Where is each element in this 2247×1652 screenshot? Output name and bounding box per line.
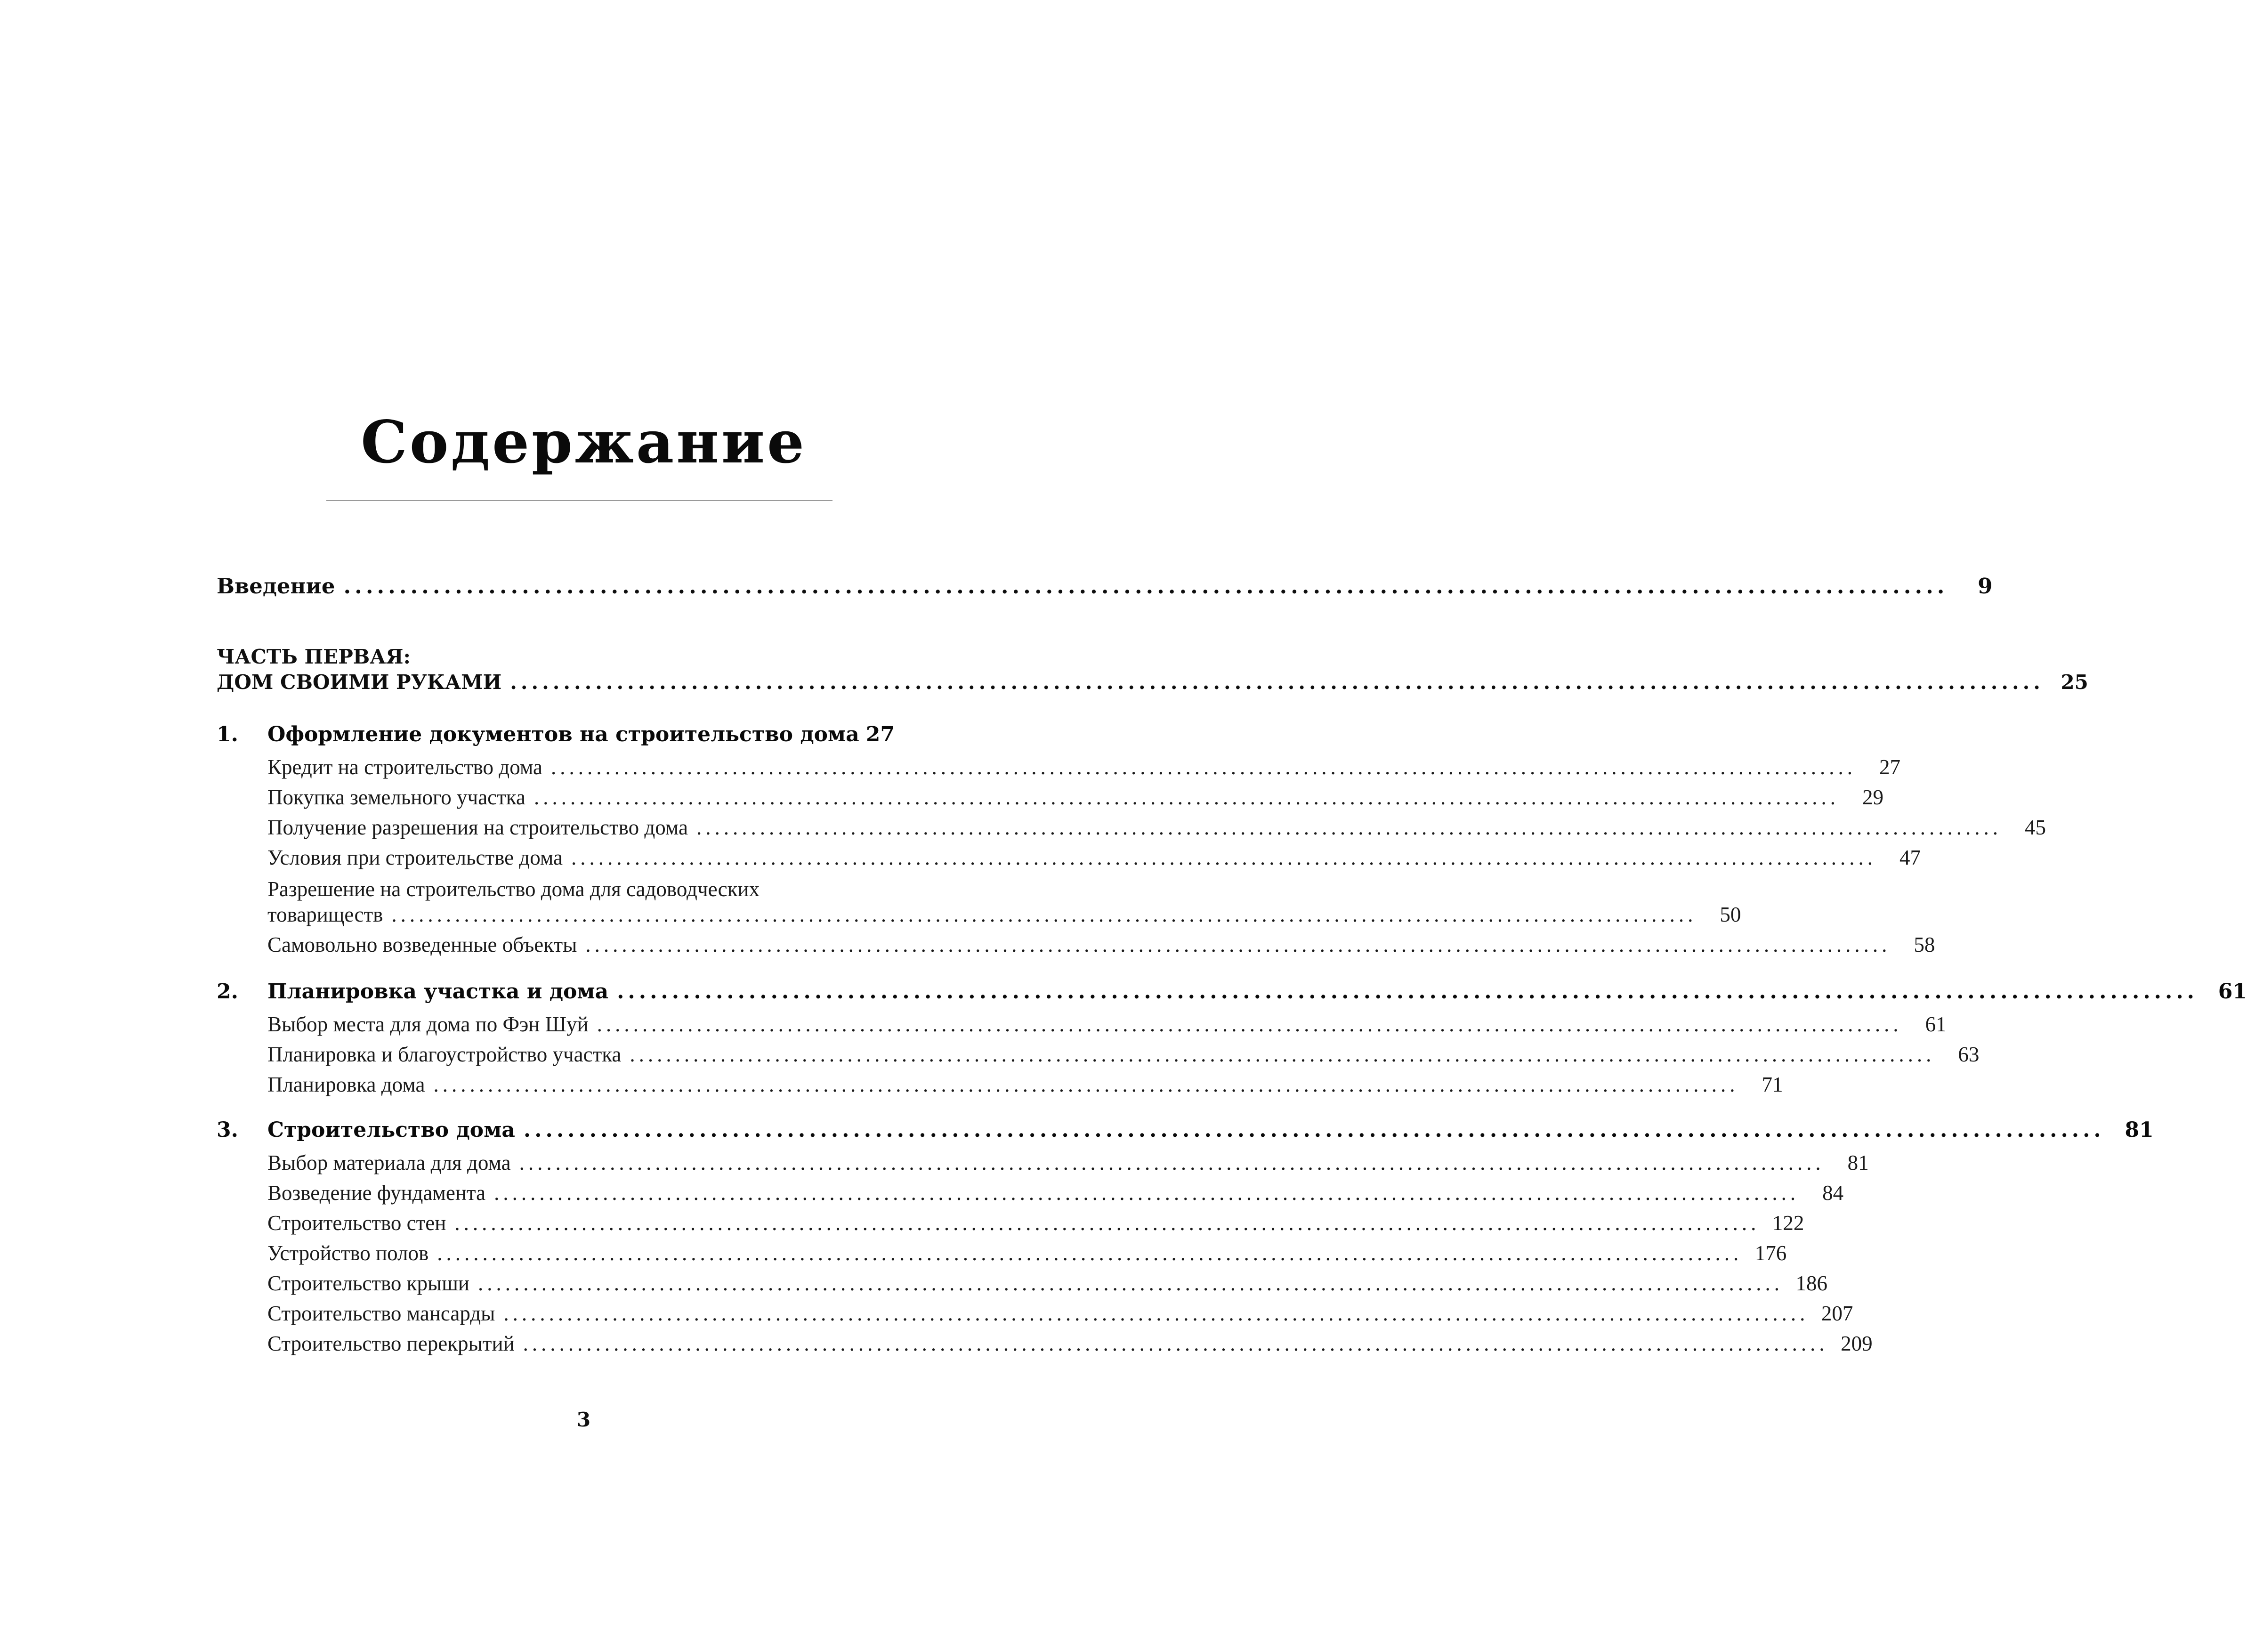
leader-dots: ................................................................................................................................................ [617,980,2198,1004]
toc-item-label: Строительство перекрытий [267,1332,515,1355]
toc-item-page: 207 [1821,1302,1853,1325]
toc-item[interactable] [267,1301,1853,1329]
toc-item-label: Строительство стен [267,1211,446,1235]
leader-dots: ................................................................................................................................................ [433,1073,1739,1096]
toc-item-page: 81 [1847,1151,1869,1174]
toc-item[interactable] [267,1181,1844,1209]
chapter-title: Оформление документов на строительство дома [267,722,859,746]
leader-dots: ................................................................................................................................................ [585,933,1891,956]
toc-item-label: Строительство крыши [267,1271,469,1295]
chapter-page: 61 [2218,980,2247,1004]
toc-item[interactable] [267,932,1935,961]
title-divider [326,500,833,501]
part-heading-line1: ЧАСТЬ ПЕРВАЯ: [217,645,411,668]
leader-dots: ................................................................................................................................................ [494,1181,1800,1205]
toc-item[interactable] [267,902,1741,931]
toc-item[interactable] [267,1012,1947,1040]
toc-item-page: 84 [1822,1181,1844,1205]
leader-dots: ................................................................................................................................................ [533,786,1839,809]
toc-item-label: Покупка земельного участка [267,786,525,809]
leader-dots: ................................................................................................................................................ [571,846,1876,869]
toc-item[interactable] [267,1271,1827,1299]
toc-item[interactable] [267,1331,1873,1360]
leader-dots: ................................................................................................................................................ [478,1271,1783,1295]
leader-dots: ................................................................................................................................................ [454,1211,1760,1235]
page-number: 3 [576,1408,591,1431]
leader-dots: ................................................................................................................................................ [630,1043,1935,1066]
toc-item-page: 176 [1754,1241,1787,1265]
chapter-number: 2. [217,980,238,1004]
toc-item[interactable] [267,1072,1783,1101]
leader-dots: ................................................................................................................................................ [391,903,1697,926]
toc-chapter-1[interactable] [217,722,939,753]
chapter-title: Планировка участка и дома [267,980,609,1004]
chapter-number: 1. [217,722,238,746]
toc-item[interactable] [267,1042,1980,1070]
toc-item-page: 27 [1879,755,1900,779]
toc-entry-label: ДОМ СВОИМИ РУКАМИ [217,671,502,694]
toc-item[interactable] [267,1241,1787,1269]
toc-item[interactable] [267,1150,1869,1179]
toc-item-label: Возведение фундамента [267,1181,486,1205]
toc-item-page: 58 [1914,933,1935,956]
chapter-page: 27 [865,722,895,746]
chapter-title: Строительство дома [267,1118,515,1142]
leader-dots: ................................................................................................................................................ [343,574,1948,599]
leader-dots: ................................................................................................................................................ [519,1151,1825,1174]
leader-dots: ................................................................................................................................................ [597,1012,1902,1036]
toc-item[interactable] [267,845,1921,874]
toc-item[interactable] [267,1211,1804,1239]
toc-chapter-3[interactable] [217,1118,2154,1149]
toc-item-page: 63 [1958,1043,1980,1066]
toc-item-label-line1: Разрешение на строительство дома для садоводческих [267,877,760,901]
leader-dots: ................................................................................................................................................ [503,1302,1809,1325]
toc-item-page: 209 [1841,1332,1873,1355]
toc-entry-page: 9 [1978,574,1993,599]
toc-item-page: 71 [1762,1073,1783,1096]
leader-dots: ................................................................................................................................................ [551,755,1856,779]
toc-item[interactable] [267,815,2046,843]
toc-item-label: товариществ [267,903,383,926]
toc-item[interactable] [267,785,1883,813]
toc-item-page: 61 [1925,1012,1947,1036]
toc-item-page: 186 [1795,1271,1827,1295]
leader-dots: ................................................................................................................................................ [523,1332,1828,1355]
page-title: Содержание [361,408,807,477]
toc-item-label: Самовольно возведенные объекты [267,933,577,956]
leader-dots: ................................................................................................................................................ [510,671,2044,694]
toc-item-label: Кредит на строительство дома [267,755,542,779]
toc-item-label: Планировка и благоустройство участка [267,1043,622,1066]
toc-item-page: 45 [2025,816,2046,839]
leader-dots: ................................................................................................................................................ [523,1118,2105,1142]
toc-item-page: 29 [1862,786,1883,809]
toc-item-label: Строительство мансарды [267,1302,495,1325]
toc-item-page: 122 [1772,1211,1804,1235]
chapter-number: 3. [217,1118,238,1142]
toc-item-label: Выбор места для дома по Фэн Шуй [267,1012,589,1036]
toc-item-page: 47 [1899,846,1921,869]
leader-dots: ................................................................................................................................................ [696,816,2002,839]
toc-entry-intro[interactable] [217,574,1993,604]
toc-item-label: Планировка дома [267,1073,425,1096]
toc-item-label: Условия при строительстве дома [267,846,563,869]
toc-item-label: Выбор материала для дома [267,1151,511,1174]
leader-dots: ................................................................................................................................................ [437,1241,1743,1265]
toc-chapter-2[interactable] [217,980,2247,1011]
toc-item-label: Получение разрешения на строительство дома [267,816,688,839]
toc-item[interactable] [267,755,1900,783]
toc-item-label: Устройство полов [267,1241,429,1265]
toc-entry-label: Введение [217,574,335,599]
toc-item-page: 50 [1720,903,1741,926]
toc-entry-part[interactable] [217,671,2088,701]
toc-entry-page: 25 [2061,671,2088,694]
chapter-page: 81 [2125,1118,2154,1142]
